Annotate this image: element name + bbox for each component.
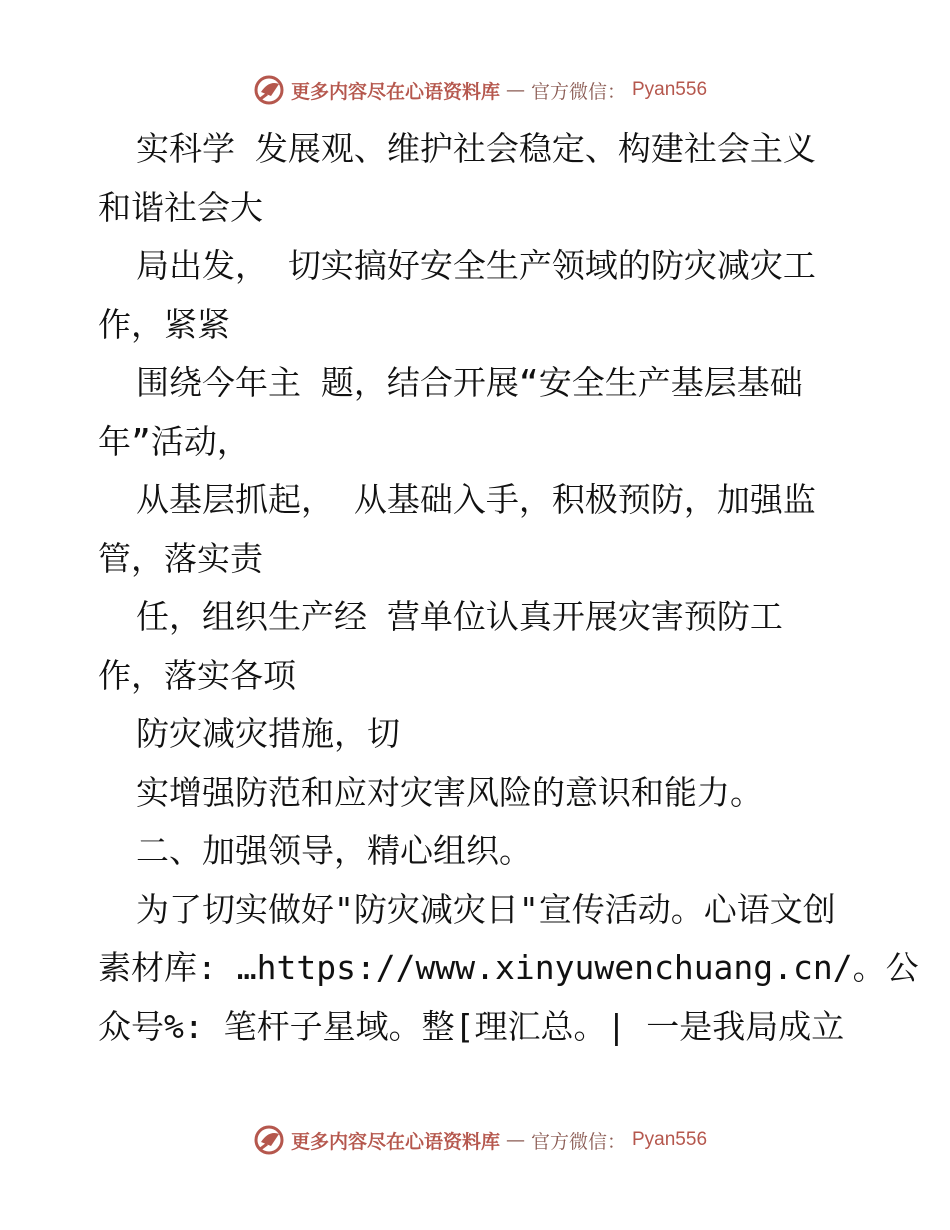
body-line: 实增强防范和应对灾害风险的意识和能力。: [136, 772, 763, 812]
footer-banner-separator: —: [505, 1129, 525, 1151]
body-line: 年”活动，: [98, 421, 250, 461]
body-line: 实科学 发展观、维护社会稳定、构建社会主义: [136, 129, 816, 168]
footer-banner: [0, 1120, 950, 1160]
header-banner: [0, 70, 950, 110]
brand-logo-icon: [253, 1124, 285, 1156]
body-line: 防灾减灾措施，切: [136, 714, 400, 753]
body-line: 围绕今年主 题，结合开展“安全生产基层基础: [136, 363, 803, 402]
body-line: 众号%: 笔杆子星域。整[理汇总。| 一是我局成立: [98, 1006, 845, 1046]
header-banner-title: 更多内容尽在心语资料库: [290, 80, 500, 103]
body-line: 作，紧紧: [98, 304, 230, 344]
body-line: 局出发， 切实搞好安全生产领域的防灾减灾工: [136, 246, 816, 285]
body-line: 作，落实各项: [98, 655, 296, 695]
header-banner-wechat-id: Pyan556: [632, 79, 708, 100]
body-line: 和谐社会大: [98, 187, 263, 227]
header-banner-label: 官方微信：: [530, 80, 626, 103]
section-heading: 二、加强领导，精心组织。: [136, 831, 532, 870]
body-line: 任，组织生产经 营单位认真开展灾害预防工: [136, 597, 783, 636]
footer-banner-wechat-id: Pyan556: [632, 1129, 708, 1150]
footer-banner-label: 官方微信：: [530, 1130, 626, 1153]
footer-banner-title: 更多内容尽在心语资料库: [290, 1130, 500, 1153]
header-banner-inner: [253, 74, 707, 106]
brand-logo-icon: [253, 74, 285, 106]
body-line: 素材库: …https://www.xinyuwenchuang.cn/。公: [98, 948, 919, 987]
header-banner-separator: —: [505, 79, 525, 101]
body-line: 从基层抓起， 从基础入手，积极预防，加强监: [136, 480, 816, 519]
body-line: 管，落实责: [98, 538, 263, 578]
body-line: 为了切实做好"防灾减灾日"宣传活动。心语文创: [136, 889, 836, 929]
document-body: [98, 120, 919, 1056]
footer-banner-inner: [253, 1124, 707, 1156]
